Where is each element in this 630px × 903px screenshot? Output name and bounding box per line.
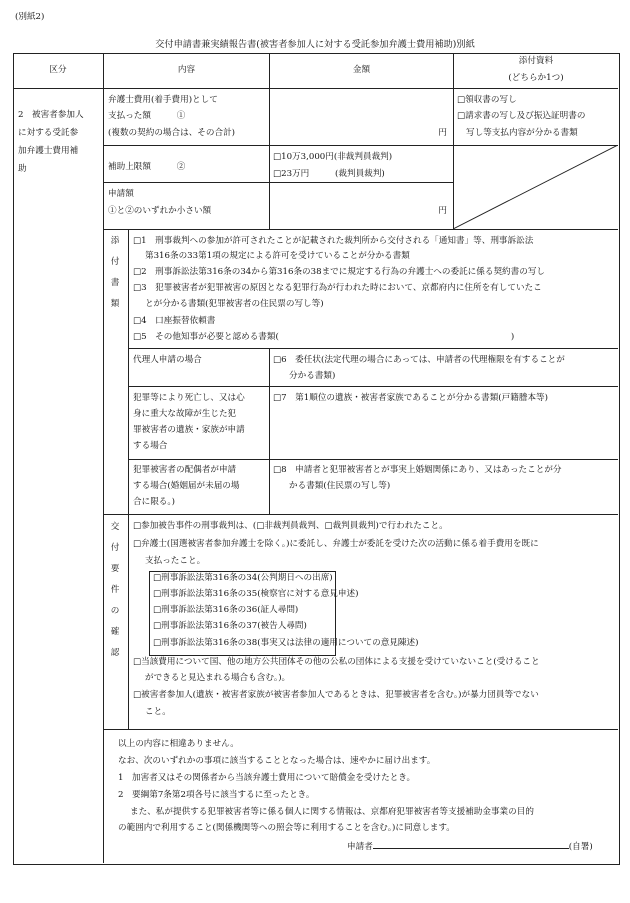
case-bereaved: 罪被害者の遺族・家族が申請 <box>133 425 245 435</box>
activity-option[interactable]: □刑事訴訟法第316条の34(公判期日への出席) <box>153 573 333 583</box>
requirement-item[interactable]: □被害者参加人(遺族・被害者家族が被害者参加人であるときは、犯罪被害者を含む。)が暴力団員等でない <box>133 690 539 700</box>
declaration-line: 1 加害者又はその関係者から当該弁護士費用について賠償金を受けたとき。 <box>118 773 416 783</box>
attachment-option-cont: 写し等支払内容が分かる書類 <box>466 128 578 138</box>
attached-doc-item-cont: 分かる書類) <box>289 371 336 381</box>
fee-label: 弁護士費用(着手費用)として <box>108 95 218 105</box>
activity-option[interactable]: □刑事訴訟法第316条の37(被告人尋問) <box>153 621 307 631</box>
case-spouse: 犯罪被害者の配偶者が申請 <box>133 465 237 475</box>
category-line: 加弁護士費用補 <box>18 146 79 156</box>
attached-doc-item[interactable]: □4 口座振替依頼書 <box>133 316 216 326</box>
category-line: 助 <box>18 164 27 174</box>
apply-label: 申請額 <box>108 189 134 199</box>
limit-option-non-jury[interactable]: □10万3,000円(非裁判員裁判) <box>273 152 393 162</box>
declaration-line: また、私が提供する犯罪被害者等に係る個人に関する情報は、京都府犯罪被害者等支援補助金事業の目的 <box>130 807 534 817</box>
header-amount: 金額 <box>352 65 371 75</box>
apply-amount-yen: 円 <box>438 206 447 216</box>
attached-doc-item-cont: かる書類(住民票の写し等) <box>289 481 391 491</box>
requirement-item-cont: 支払ったこと。 <box>145 556 206 566</box>
declaration-line: 2 要綱第7条第2項各号に該当するに至ったとき。 <box>118 790 315 800</box>
limit-option-jury[interactable]: □23万円 (裁判員裁判) <box>273 169 385 179</box>
requirement-item[interactable]: □参加被告事件の刑事裁判は、(□非裁判員裁判、□裁判員裁判)で行われたこと。 <box>133 521 448 531</box>
attachment-option[interactable]: □請求書の写し及び振込証明書の <box>457 111 586 121</box>
fee-label: 支払った額 ① <box>108 111 186 121</box>
requirement-item-cont: こと。 <box>145 707 171 717</box>
category-line: に対する受託参 <box>18 128 79 138</box>
attached-doc-item[interactable]: □5 その他知事が必要と認める書類( ) <box>133 332 515 342</box>
case-bereaved: 身に重大な故障が生じた犯 <box>133 409 237 419</box>
signature-note: (自署) <box>568 842 593 852</box>
limit-label: 補助上限額 ② <box>108 162 186 172</box>
signature-field[interactable] <box>373 840 569 849</box>
diagonal-strike <box>453 145 618 229</box>
attached-doc-item-cont: とが分かる書類(犯罪被害者の住民票の写し等) <box>145 299 324 309</box>
attachment-option[interactable]: □領収書の写し <box>457 95 517 105</box>
case-bereaved: する場合 <box>133 441 168 451</box>
attached-docs-side-label: 添 付 書 類 <box>110 236 120 310</box>
case-spouse: する場合(婚姻届が未届の場 <box>133 481 240 491</box>
declaration-line: なお、次のいずれかの事項に該当することとなった場合は、速やかに届け出ます。 <box>118 756 436 766</box>
attached-doc-item[interactable]: □1 刑事裁判への参加が許可されたことが記載された裁判所から交付される「通知書」等、刑事訴訟法 <box>133 236 534 246</box>
fee-amount-yen: 円 <box>438 128 447 138</box>
case-proxy: 代理人申請の場合 <box>133 355 202 365</box>
case-bereaved: 犯罪等により死亡し、又は心 <box>133 393 245 403</box>
form-number: (別紙2) <box>15 12 45 22</box>
requirements-side-label: 交 付 要 件 の 確 認 <box>110 522 120 659</box>
fee-label: (複数の契約の場合は、その合計) <box>108 128 236 138</box>
header-content: 内容 <box>177 65 196 75</box>
requirement-item-cont: ができると見込まれる場合も含む。)。 <box>145 673 291 683</box>
requirement-item[interactable]: □当該費用について国、他の地方公共団体その他の公私の団体による支援を受けていないこと(受けること <box>133 657 540 667</box>
category-line: 2 被害者参加人 <box>18 110 84 120</box>
attached-doc-item[interactable]: □3 犯罪被害者が犯罪被害の原因となる犯罪行為が行われた時において、京都府内に住所を有していたこ <box>133 283 542 293</box>
activity-option[interactable]: □刑事訴訟法第316条の36(証人尋問) <box>153 605 299 615</box>
header-attachments-note: (どちらか1つ) <box>508 73 564 83</box>
activity-option[interactable]: □刑事訴訟法第316条の35(検察官に対する意見申述) <box>153 589 359 599</box>
attached-doc-item[interactable]: □7 第1順位の遺族・被害者家族であることが分かる書類(戸籍謄本等) <box>273 393 548 403</box>
attached-doc-item[interactable]: □2 刑事訴訟法第316条の34から第316条の38までに規定する行為の弁護士への委託に係る契約書の写し <box>133 267 546 277</box>
declaration-line: の範囲内で利用すること(関係機関等への照会等に利用することを含む。)に同意します。 <box>118 823 455 833</box>
attached-doc-item[interactable]: □8 申請者と犯罪被害者とが事実上婚姻関係にあり、又はあったことが分 <box>273 465 562 475</box>
declaration-line: 以上の内容に相違ありません。 <box>118 739 239 749</box>
requirement-item[interactable]: □弁護士(国選被害者参加弁護士を除く。)に委託し、弁護士が委託を受けた次の活動に係る着手費用を既に <box>133 539 539 549</box>
applicant-label: 申請者 <box>347 842 373 852</box>
attached-doc-item[interactable]: □6 委任状(法定代理の場合にあっては、申請者の代理権限を有することが <box>273 355 565 365</box>
activity-option[interactable]: □刑事訴訟法第316条の38(事実又は法律の適用についての意見陳述) <box>153 638 419 648</box>
attached-doc-item-cont: 第316条の33第1項の規定による許可を受けていることが分かる書類 <box>145 251 410 261</box>
header-category: 区分 <box>49 65 67 75</box>
document-title: 交付申請書兼実績報告書(被害者参加人に対する受託参加弁護士費用補助)別紙 <box>155 39 475 50</box>
apply-label: ①と②のいずれか小さい額 <box>108 206 212 216</box>
signature-row <box>347 840 593 853</box>
header-attachments: 添付資料 <box>518 56 554 66</box>
case-spouse: 合に限る。) <box>133 497 176 507</box>
